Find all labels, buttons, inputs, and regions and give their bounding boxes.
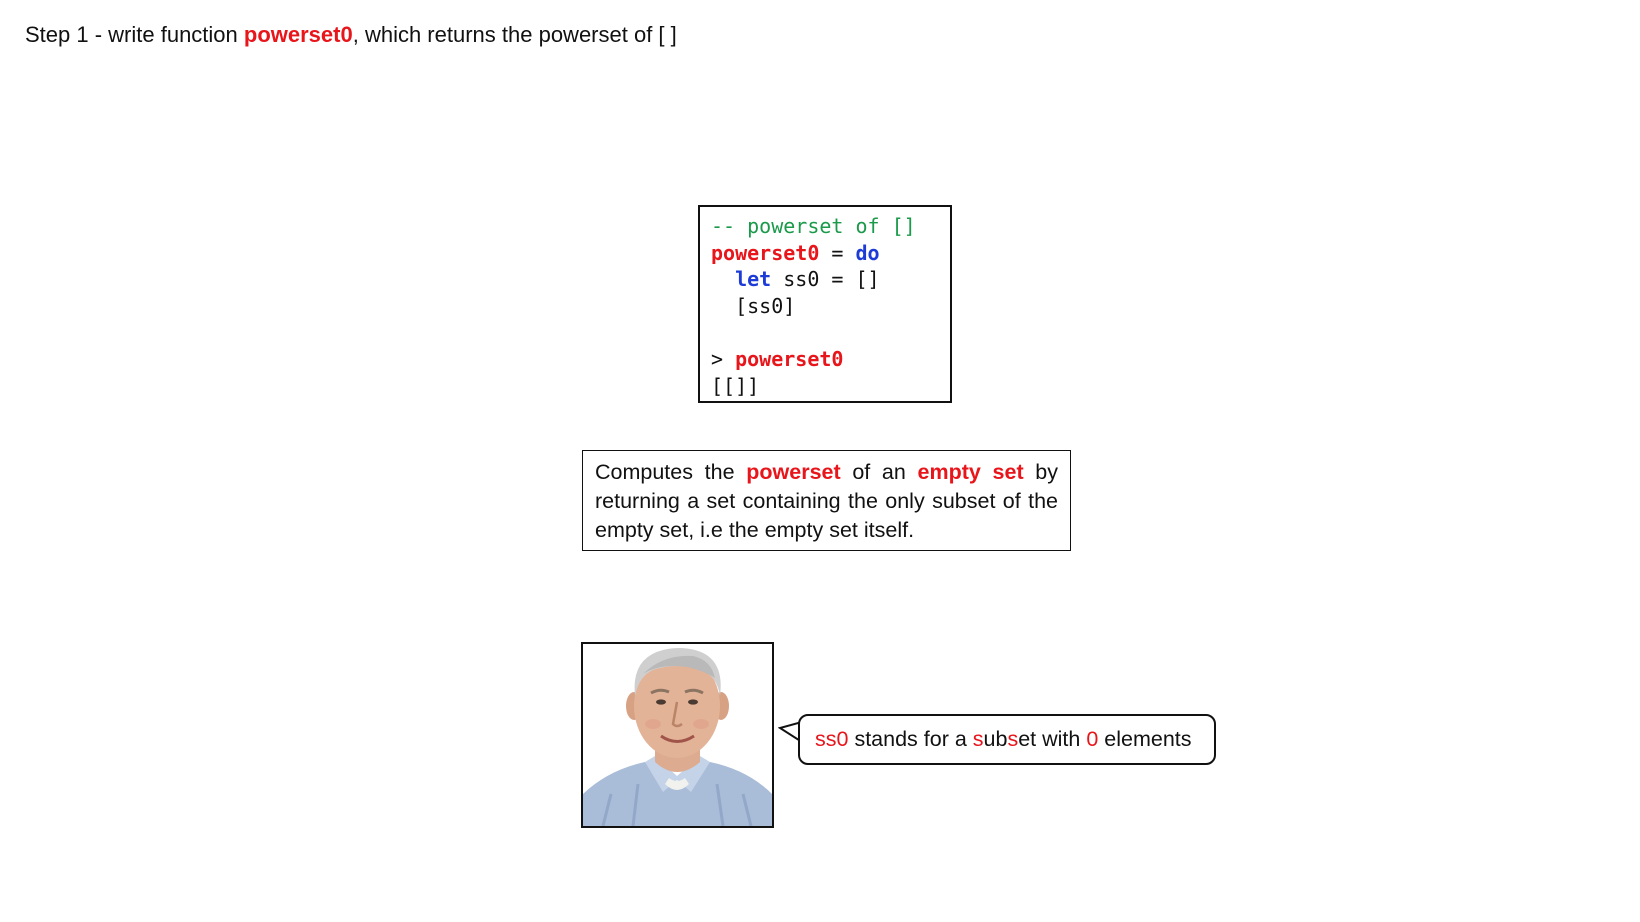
desc-highlight-empty-set: empty set	[917, 460, 1024, 484]
repl-call-name: powerset0	[735, 346, 844, 371]
presenter-photo	[581, 642, 774, 828]
code-repl-line	[711, 346, 939, 373]
callout-s-letter-2: s	[1007, 727, 1019, 751]
slide-title	[25, 22, 677, 48]
repl-output: [[]]	[711, 373, 760, 398]
code-comment: -- powerset of []	[711, 214, 916, 238]
title-function-name: powerset0	[243, 22, 353, 47]
code-block	[698, 205, 952, 403]
code-def-name: powerset0	[711, 240, 820, 265]
code-def-eq: =	[819, 240, 856, 265]
description-box	[582, 450, 1071, 551]
desc-highlight-powerset: powerset	[746, 460, 841, 484]
callout-ss0: ss0	[815, 727, 849, 751]
code-let-line	[711, 266, 939, 293]
title-suffix: , which returns the powerset of [ ]	[352, 22, 677, 47]
callout-text-4: elements	[1098, 727, 1192, 751]
repl-prompt: >	[711, 346, 736, 371]
callout-s-letter-1: s	[972, 727, 984, 751]
code-let-keyword: let	[735, 267, 772, 292]
callout-text-1: stands for a	[848, 727, 973, 751]
callout-text-2: ub	[983, 727, 1008, 751]
title-prefix: Step 1 - write function	[25, 22, 244, 47]
code-return-line: [ss0]	[711, 293, 796, 318]
code-definition-line	[711, 240, 939, 267]
callout-text-3: et with	[1018, 727, 1087, 751]
code-blank-line	[711, 319, 939, 346]
code-let-binding: ss0 = []	[771, 267, 880, 292]
desc-text-2: of an	[840, 460, 918, 484]
code-let-indent	[711, 267, 735, 291]
desc-text-3: by returning a set containing the only subset of the empty set, i.e the empty set itself.	[595, 460, 1059, 542]
desc-text-1: Computes the	[595, 460, 747, 484]
presenter-portrait-illustration	[583, 644, 772, 826]
speech-bubble	[798, 714, 1216, 765]
callout-zero: 0	[1086, 727, 1099, 751]
code-do-keyword: do	[855, 240, 880, 265]
